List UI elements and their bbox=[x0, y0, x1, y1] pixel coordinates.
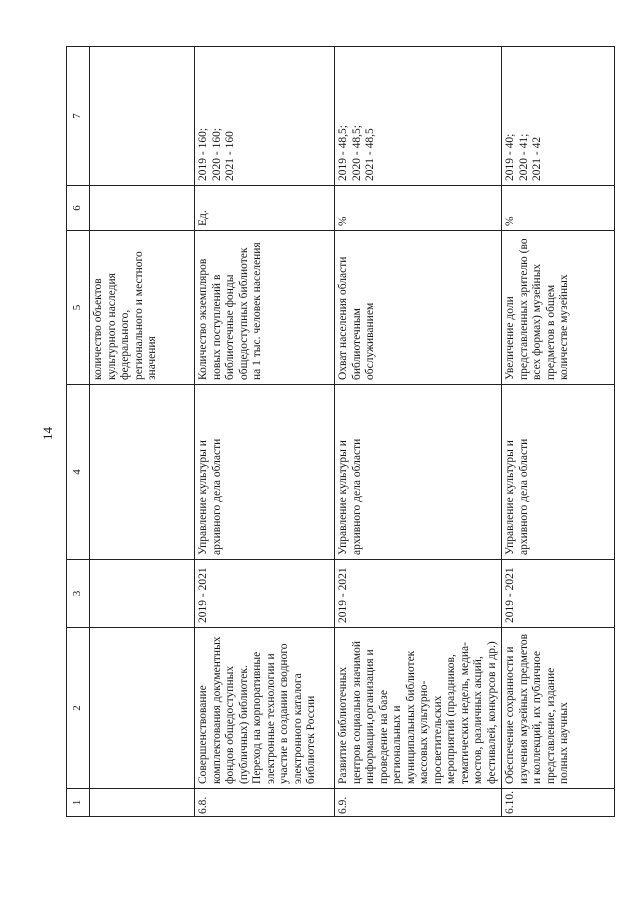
measures-table-rotated bbox=[66, 47, 600, 817]
period: 2019 - 2021 bbox=[195, 560, 335, 628]
unit: Ед. bbox=[195, 186, 335, 231]
executor: Управление культуры и архивного дела области bbox=[502, 385, 615, 560]
row-number bbox=[90, 789, 195, 817]
measure-name bbox=[90, 628, 195, 789]
header-col-7: 7 bbox=[67, 47, 90, 186]
unit bbox=[90, 186, 195, 231]
header-col-5: 5 bbox=[67, 231, 90, 385]
table-row bbox=[502, 47, 615, 817]
header-col-2: 2 bbox=[67, 628, 90, 789]
indicator: количество объектов культурного наследия федерального, регионального и местного значения bbox=[90, 231, 195, 385]
header-col-6: 6 bbox=[67, 186, 90, 231]
target-values bbox=[90, 47, 195, 186]
measure-name: Совершенствование комплектования документных фондов общедоступных (публичных) библиотек. Переход на корпоративные электронные технологии и участие в создании сводного электронного каталога библиотек России bbox=[195, 628, 335, 789]
executor: Управление культуры и архивного дела области bbox=[195, 385, 335, 560]
period: 2019 - 2021 bbox=[502, 560, 615, 628]
header-row bbox=[67, 47, 90, 817]
row-number: 6.8. bbox=[195, 789, 335, 817]
target-values: 2019 - 48,5; 2020 - 48,5; 2021 - 48,5 bbox=[335, 47, 502, 186]
header-col-4: 4 bbox=[67, 385, 90, 560]
period: 2019 - 2021 bbox=[335, 560, 502, 628]
table-row bbox=[335, 47, 502, 817]
table-row bbox=[195, 47, 335, 817]
table-row bbox=[90, 47, 195, 817]
row-number: 6.10. bbox=[502, 789, 615, 817]
measures-table bbox=[66, 46, 615, 817]
target-values: 2019 - 160; 2020 - 160; 2021 - 160 bbox=[195, 47, 335, 186]
header-col-3: 3 bbox=[67, 560, 90, 628]
indicator: Увеличение доли представленных зрителю (во всех формах) музейных предметов в общем количестве музейных bbox=[502, 231, 615, 385]
indicator: Количество экземпляров новых поступлений в библиотечные фонды общедоступных библиотек на 1 тыс. человек населения bbox=[195, 231, 335, 385]
page-number: 14 bbox=[40, 427, 55, 440]
unit: % bbox=[502, 186, 615, 231]
header-col-1: 1 bbox=[67, 789, 90, 817]
target-values: 2019 - 40; 2020 - 41; 2021 - 42 bbox=[502, 47, 615, 186]
indicator: Охват населения области библиотечным обслуживанием bbox=[335, 231, 502, 385]
period bbox=[90, 560, 195, 628]
executor bbox=[90, 385, 195, 560]
row-number: 6.9. bbox=[335, 789, 502, 817]
unit: % bbox=[335, 186, 502, 231]
measure-name: Развитие библиотечных центров социально значимой информации,организация и проведение на базе региональных и муниципальных библиотек массовых культурно-просветительских мероприятий (праздников, тематических недель, медиа-мостов, различных акций, фестивалей, конкурсов и др.) bbox=[335, 628, 502, 789]
executor: Управление культуры и архивного дела области bbox=[335, 385, 502, 560]
measure-name: Обеспечение сохранности и изучения музейных предметов и коллекций, их публичное представление, издание полных научных bbox=[502, 628, 615, 789]
